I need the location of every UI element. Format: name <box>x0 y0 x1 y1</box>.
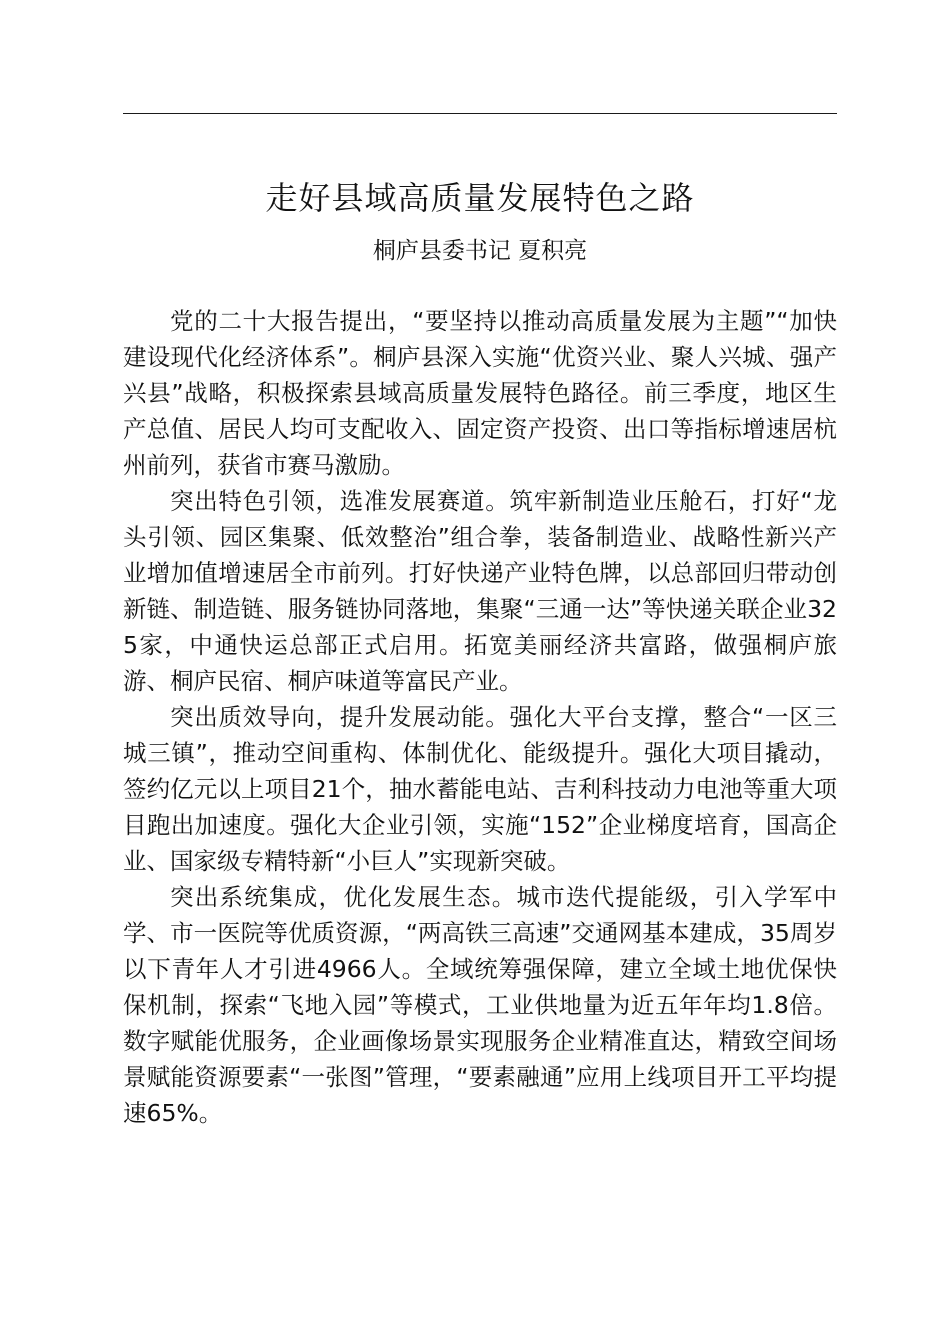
article-body <box>123 303 837 1131</box>
paragraph-intro: 党的二十大报告提出，“要坚持以推动高质量发展为主题”“加快建设现代化经济体系”。桐庐县深入实施“优资兴业、聚人兴城、强产兴县”战略，积极探索县域高质量发展特色路径。前三季度，地区生产总值、居民人均可支配收入、固定资产投资、出口等指标增速居杭州前列，获省市赛马激励。 <box>123 307 837 479</box>
document-page <box>123 0 837 1344</box>
author-byline: 桐庐县委书记 夏积亮 <box>372 238 588 264</box>
paragraph-quality-efficiency: 突出质效导向，提升发展动能。强化大平台支撑，整合“一区三城三镇”，推动空间重构、体制优化、能级提升。强化大项目撬动，签约亿元以上项目21个，抽水蓄能电站、吉利科技动力电池等重大项目跑出加速度。强化大企业引领，实施“152”企业梯度培育，国高企业、国家级专精特新“小巨人”实现新突破。 <box>123 703 837 875</box>
paragraph-system-integration: 突出系统集成，优化发展生态。城市迭代提能级，引入学军中学、市一医院等优质资源，“两高铁三高速”交通网基本建成，35周岁以下青年人才引进4966人。全域统筹强保障，建立全域土地优保快保机制，探索“飞地入园”等模式，工业供地量为近五年年均1.8倍。数字赋能优服务，企业画像场景实现服务企业精准直达，精致空间场景赋能资源要素“一张图”管理，“要素融通”应用上线项目开工平均提速65%。 <box>123 883 837 1127</box>
paragraph-feature-leading: 突出特色引领，选准发展赛道。筑牢新制造业压舱石，打好“龙头引领、园区集聚、低效整治”组合拳，装备制造业、战略性新兴产业增加值增速居全市前列。打好快递产业特色牌，以总部回归带动创新链、制造链、服务链协同落地，集聚“三通一达”等快递关联企业325家，中通快运总部正式启用。拓宽美丽经济共富路，做强桐庐旅游、桐庐民宿、桐庐味道等富民产业。 <box>123 487 837 695</box>
article-title: 走好县域高质量发展特色之路 <box>265 179 695 217</box>
header-rule <box>123 113 837 114</box>
